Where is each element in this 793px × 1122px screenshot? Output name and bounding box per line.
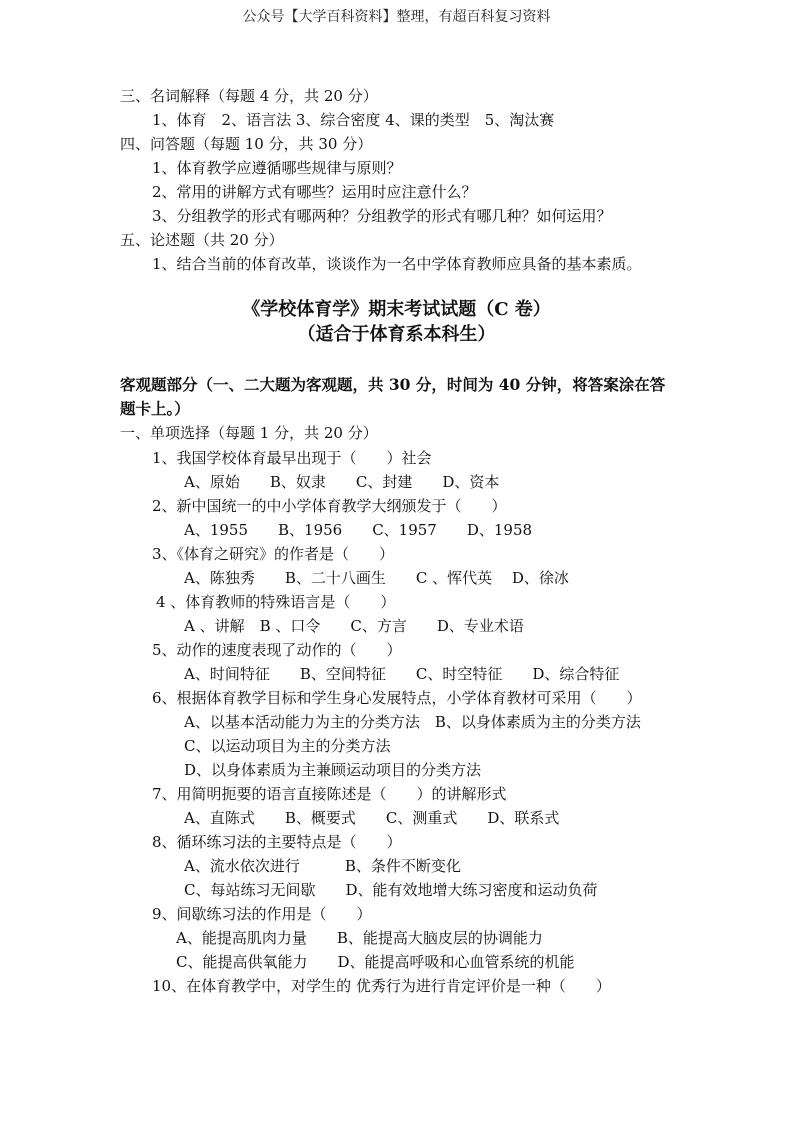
section5-q1: 1、结合当前的体育改革，谈谈作为一名中学体育教师应具备的基本素质。 (152, 255, 642, 273)
exam-subtitle: （适合于体育系本科生） (297, 324, 496, 345)
page-header: 公众号【大学百科资料】整理，有超百科复习资料 (242, 9, 551, 25)
objective-note-line1: 客观题部分（一、二大题为客观题，共 30 分，时间为 40 分钟，将答案涂在答 (120, 375, 666, 394)
question-4-options: A 、讲解 B 、口令 C、方言 D、专业术语 (184, 617, 524, 635)
question-10: 10、在体育教学中，对学生的 优秀行为进行肯定评价是一种（ ） (152, 977, 611, 995)
objective-note-line2: 题卡上。） (120, 399, 190, 418)
section4-heading: 四、问答题（每题 10 分，共 30 分） (120, 135, 373, 153)
question-5-options: A、时间特征 B、空间特征 C、时空特征 D、综合特征 (184, 665, 620, 683)
question-8: 8、循环练习法的主要特点是（ ） (152, 833, 402, 851)
question-9-option-ab: A、能提高肌肉力量 B、能提高大脑皮层的协调能力 (176, 929, 543, 947)
question-6-option-d: D、以身体素质为主兼顾运动项目的分类方法 (184, 761, 482, 779)
question-8-option-ab: A、流水依次进行 B、条件不断变化 (184, 857, 461, 875)
question-1: 1、我国学校体育最早出现于（ ）社会 (152, 449, 432, 467)
question-2: 2、新中国统一的中小学体育教学大纲颁发于（ ） (152, 497, 507, 515)
question-3: 3、《体育之研究》的作者是（ ） (152, 545, 395, 563)
question-7-options: A、直陈式 B、概要式 C、测重式 D、联系式 (184, 809, 560, 827)
section5-heading: 五、论述题（共 20 分） (120, 231, 284, 249)
section3-heading: 三、名词解释（每题 4 分，共 20 分） (120, 87, 378, 105)
question-9-option-cd: C、能提高供氧能力 D、能提高呼吸和心血管系统的机能 (176, 953, 575, 971)
question-2-options: A、1955 B、1956 C、1957 D、1958 (184, 521, 533, 539)
question-6: 6、根据体育教学目标和学生身心发展特点，小学体育教材可采用（ ） (152, 689, 642, 707)
question-8-option-cd: C、每站练习无间歇 D、能有效地增大练习密度和运动负荷 (184, 881, 598, 899)
question-1-options: A、原始 B、奴隶 C、封建 D、资本 (184, 473, 500, 491)
section1-heading: 一、单项选择（每题 1 分，共 20 分） (120, 424, 378, 442)
question-6-option-c: C、以运动项目为主的分类方法 (184, 737, 391, 755)
section4-q1: 1、体育教学应遵循哪些规律与原则？ (152, 159, 402, 177)
question-9: 9、间歇练习法的作用是（ ） (152, 905, 372, 923)
question-3-options: A、陈独秀 B、二十八画生 C 、恽代英 D、徐冰 (184, 569, 569, 587)
question-6-option-ab: A、以基本活动能力为主的分类方法 B、以身体素质为主的分类方法 (184, 713, 641, 731)
section4-q3: 3、分组教学的形式有哪两种？分组教学的形式有哪几种？如何运用？ (152, 207, 612, 225)
exam-title: 《学校体育学》期末考试试题（C 卷） (242, 299, 551, 320)
section4-q2: 2、常用的讲解方式有哪些？运用时应注意什么？ (152, 183, 477, 201)
question-4: 4 、体育教师的特殊语言是（ ） (156, 593, 396, 611)
question-7: 7、用简明扼要的语言直接陈述是（ ）的讲解形式 (152, 785, 507, 803)
question-5: 5、动作的速度表现了动作的（ ） (152, 641, 402, 659)
section3-items: 1、体育 2、语言法 3、综合密度 4、课的类型 5、淘汰赛 (152, 111, 555, 129)
